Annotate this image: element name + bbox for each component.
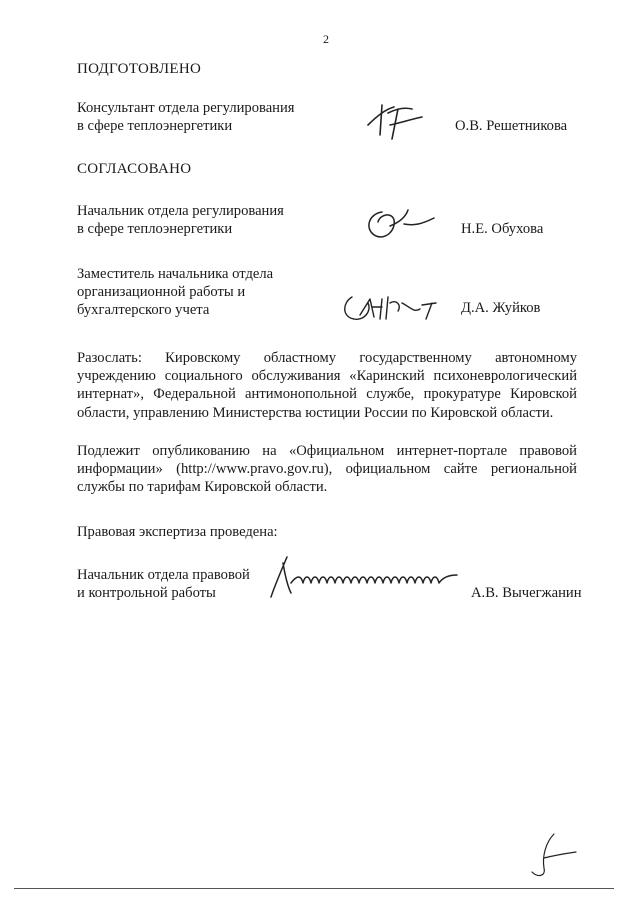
signature-vychegzhanin [265,553,465,603]
agreed-signer-1-position-line-1: Начальник отдела регулирования [77,203,284,219]
prepared-position-line-1: Консультант отдела регулирования [77,100,295,116]
prepared-position-line-2: в сфере теплоэнергетики [77,118,233,134]
signature-zhuykov [338,285,458,330]
distribution-paragraph: Разослать: Кировскому областному государственному автономному учреждению социального обслуживания «Каринский психоневрологический интернат», Федеральной антимонопольной службе, прокуратуре Кировской области, управлению Министерства юстиции России по Кировской области. [77,350,577,421]
legal-review-name: А.В. Вычегжанин [471,585,582,601]
prepared-name: О.В. Решетникова [455,118,568,134]
agreed-signer-2-position-line-1: Заместитель начальника отдела [77,266,274,282]
legal-review-position-line-2: и контрольной работы [77,585,216,601]
publication-paragraph: Подлежит опубликованию на «Официальном интернет-портале правовой информации» (http://www.pravo.gov.ru), официальном сайте региональной службы по тарифам Кировской области. [77,443,577,496]
initials-mark [520,828,580,883]
agreed-heading: СОГЛАСОВАНО [77,161,192,177]
prepared-heading: ПОДГОТОВЛЕНО [77,61,202,77]
agreed-signer-2-position-line-3: бухгалтерского учета [77,302,210,318]
page-number: 2 [323,32,329,46]
legal-review-statement: Правовая экспертиза проведена: [77,524,278,540]
signature-reshetnikova [360,95,430,145]
footer-rule [14,888,614,889]
signature-obukhova [360,200,440,245]
legal-review-position-line-1: Начальник отдела правовой [77,567,250,583]
agreed-signer-2-position-line-2: организационной работы и [77,284,246,300]
agreed-signer-1-position-line-2: в сфере теплоэнергетики [77,221,233,237]
agreed-signer-1-name: Н.Е. Обухова [461,221,544,237]
agreed-signer-2-name: Д.А. Жуйков [461,300,541,316]
